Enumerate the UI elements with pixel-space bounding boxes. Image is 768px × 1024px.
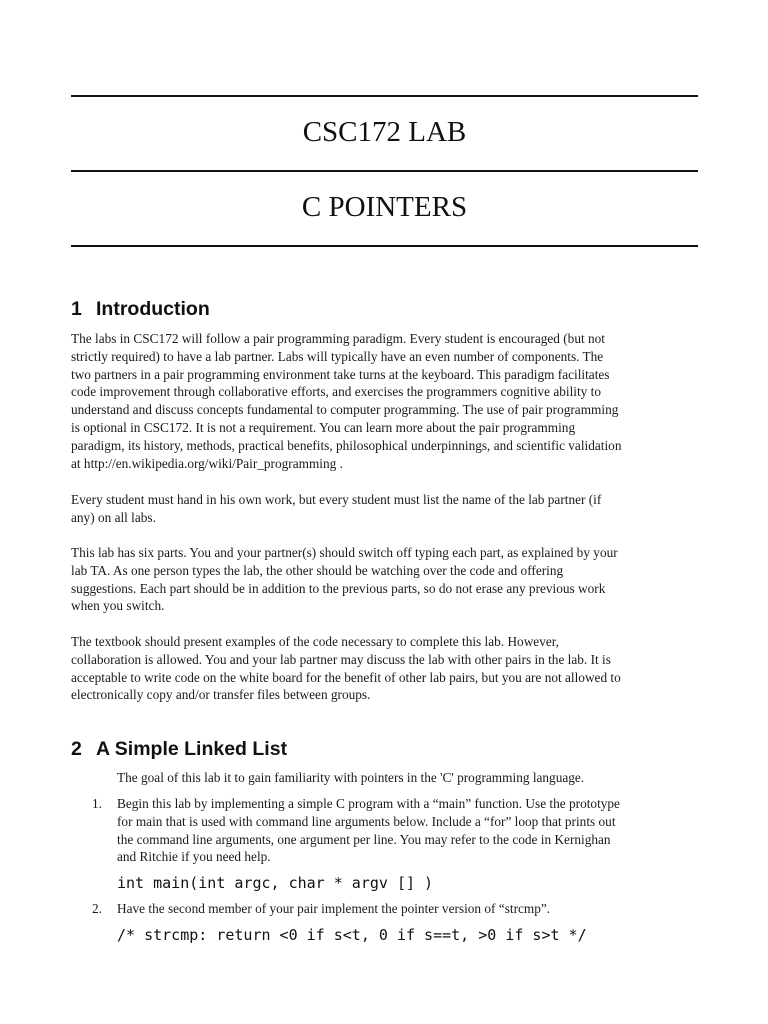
section-title: A Simple Linked List (96, 738, 288, 760)
list-item-number: 2. (92, 901, 102, 916)
intro-paragraph-2: Every student must hand in his own work, but every student must list the name of the lab partner (if any) on all labs. (71, 492, 602, 525)
code-snippet-strcmp-comment: /* strcmp: return <0 if s<t, 0 if s==t, >0 if s>t */ (117, 926, 587, 944)
intro-paragraph-1: The labs in CSC172 will follow a pair programming paradigm. Every student is encouraged (but not strictly required) to have a lab partner. Labs will typically have an even number of components. The two partners in a pair programming environment take turns at the keyboard. This paradigm facilitates code improvement through collaborative efforts, and exercises the programmers cognitive ability to understand and discuss concepts fundamental to computer programming. The use of pair programming is optional in CSC172. It is not a requirement. You can learn more about the pair programming paradigm, its history, methods, practical benefits, philosophical underpinnings, and scientific validation at http://en.wikipedia.org/wiki/Pair_programming . (71, 331, 622, 471)
top-rule (71, 95, 698, 97)
list-item-text: Have the second member of your pair implement the pointer version of “strcmp”. (117, 901, 551, 916)
section-heading-simple-linked-list (71, 737, 287, 761)
bottom-rule (71, 245, 698, 247)
section-number: 1 (71, 298, 82, 320)
code-snippet-main-prototype: int main(int argc, char * argv [] ) (117, 874, 434, 892)
section-heading-introduction (71, 297, 210, 321)
lab-title: C POINTERS (301, 191, 468, 223)
section-title: Introduction (96, 298, 210, 320)
middle-rule (71, 170, 698, 172)
intro-paragraph-3: This lab has six parts. You and your partner(s) should switch off typing each part, as explained by your lab TA. As one person types the lab, the other should be watching over the code and offering suggestions. Each part should be in addition to the previous parts, so do not erase any previous work when you switch. (71, 545, 618, 614)
list-item-number: 1. (92, 796, 102, 811)
intro-paragraph-4: The textbook should present examples of the code necessary to complete this lab. However, collaboration is allowed. You and your lab partner may discuss the lab with other pairs in the lab. It is acceptable to write code on the white board for the benefit of other lab pairs, but you are not allowed to electronically copy and/or transfer files between groups. (71, 634, 621, 703)
course-title: CSC172 LAB (302, 116, 467, 148)
section-number: 2 (71, 738, 82, 760)
section2-intro: The goal of this lab it to gain familiarity with pointers in the 'C' programming language. (117, 770, 585, 785)
list-item-text: Begin this lab by implementing a simple C program with a “main” function. Use the prototype for main that is used with command line arguments below. Include a “for” loop that prints out the command line arguments, one argument per line. You may refer to the code in Kernighan and Ritchie if you need help. (117, 796, 620, 865)
